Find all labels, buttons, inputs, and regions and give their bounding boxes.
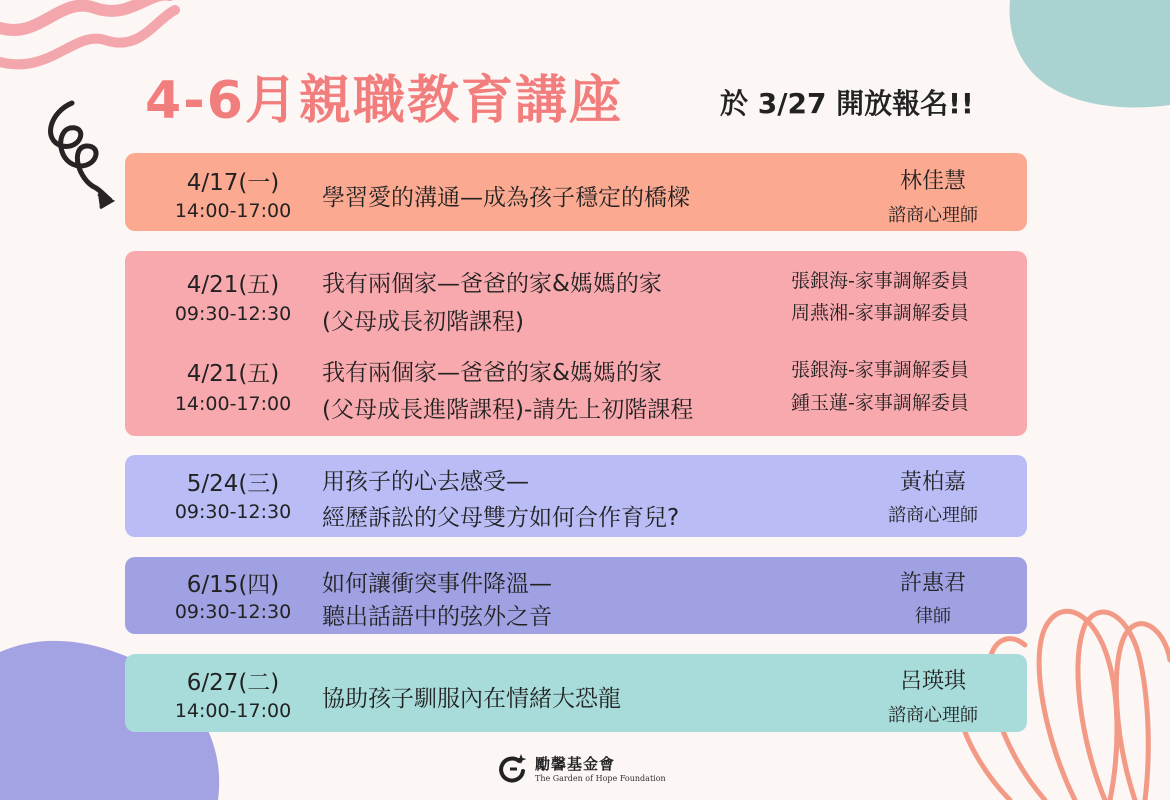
session-topic-sub: 聽出話語中的弦外之音 <box>322 604 552 630</box>
session-topic: 我有兩個家—爸爸的家&媽媽的家 <box>322 360 662 386</box>
org-name: 勵馨基金會 <box>535 755 616 773</box>
speaker-role: 律師 <box>915 606 951 627</box>
page-title: 4-6月親職教育講座 <box>145 71 623 131</box>
session-topic: 用孩子的心去感受— <box>322 469 529 495</box>
session-date: 5/24(三) <box>186 471 280 497</box>
session-time: 09:30-12:30 <box>174 601 292 623</box>
session-date: 4/21(五) <box>186 361 280 387</box>
session-date: 6/15(四) <box>186 572 280 598</box>
session-topic-sub: (父母成長初階課程) <box>322 309 524 335</box>
speaker-name: 林佳慧 <box>899 169 966 194</box>
session-card-1 <box>125 153 1027 231</box>
speaker-name: 鍾玉蓮-家事調解委員 <box>791 392 969 414</box>
session-topic-sub: (父母成長進階課程)-請先上初階課程 <box>322 397 694 423</box>
session-time: 09:30-12:30 <box>174 303 292 325</box>
session-topic-sub: 經歷訴訟的父母雙方如何合作育兒? <box>322 505 680 531</box>
session-date: 4/17(一) <box>186 170 280 196</box>
garden-of-hope-logo-icon <box>497 752 529 784</box>
session-time: 14:00-17:00 <box>174 200 292 222</box>
session-topic: 協助孩子馴服內在情緒大恐龍 <box>322 686 621 712</box>
speaker-role: 諮商心理師 <box>888 205 978 226</box>
speaker-name: 張銀海-家事調解委員 <box>791 359 969 381</box>
pink-wave-decoration <box>0 0 170 30</box>
speaker-name: 許惠君 <box>899 571 966 596</box>
speaker-name: 呂瑛琪 <box>899 669 966 694</box>
session-topic: 我有兩個家—爸爸的家&媽媽的家 <box>322 271 662 297</box>
speaker-name: 周燕湘-家事調解委員 <box>791 302 969 324</box>
foundation-logo <box>497 752 666 784</box>
squiggle-arrow-decoration <box>51 103 110 200</box>
session-time: 09:30-12:30 <box>174 501 292 523</box>
session-time: 14:00-17:00 <box>174 393 292 415</box>
speaker-role: 諮商心理師 <box>888 505 978 526</box>
speaker-name: 黃柏嘉 <box>899 470 966 495</box>
session-card-5 <box>125 557 1027 634</box>
org-english-name: The Garden of Hope Foundation <box>535 774 666 783</box>
session-card-6 <box>125 654 1027 732</box>
session-card-2-3 <box>125 251 1027 436</box>
speaker-name: 張銀海-家事調解委員 <box>791 270 969 292</box>
session-topic: 學習愛的溝通—成為孩子穩定的橋樑 <box>322 185 690 211</box>
session-time: 14:00-17:00 <box>174 700 292 722</box>
session-date: 4/21(五) <box>186 272 280 298</box>
registration-note: 於 3/27 開放報名!! <box>720 87 974 120</box>
teal-blob-decoration <box>1010 0 1170 107</box>
session-date: 6/27(二) <box>186 670 280 696</box>
session-card-4 <box>125 455 1027 537</box>
speaker-role: 諮商心理師 <box>888 705 978 726</box>
session-topic: 如何讓衝突事件降溫— <box>322 571 552 597</box>
